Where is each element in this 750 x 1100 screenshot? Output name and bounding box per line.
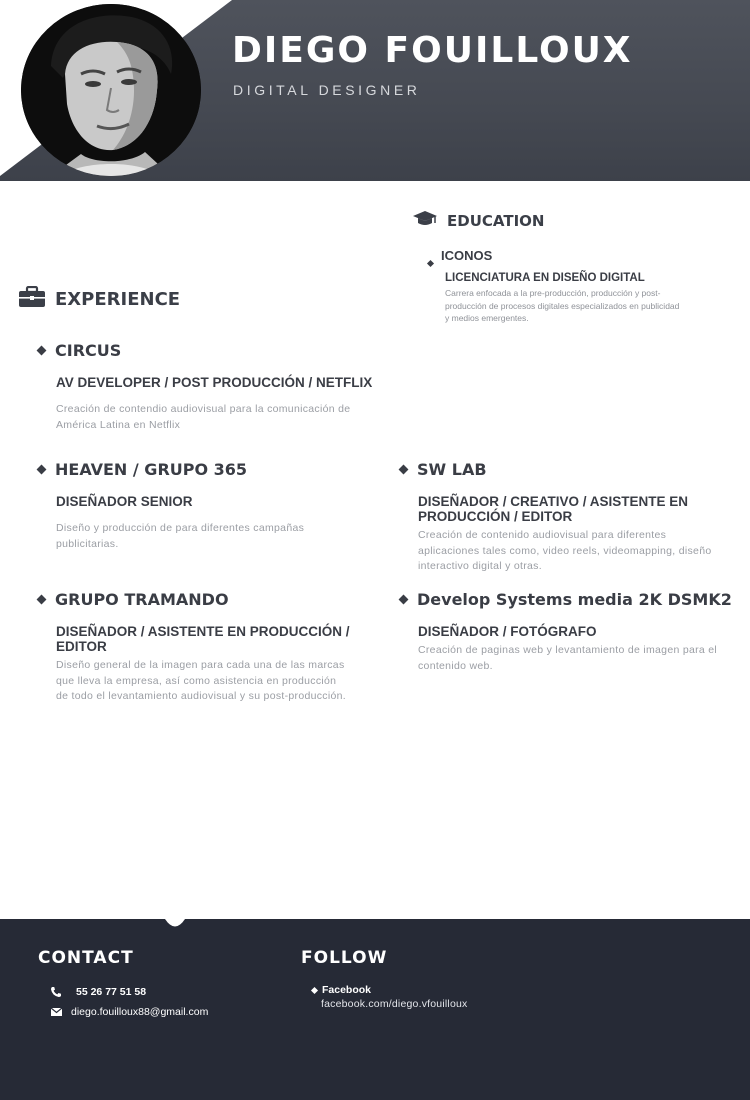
company-row	[38, 341, 378, 360]
experience-entry-dsmk2	[400, 590, 740, 674]
bullet-diamond-icon	[311, 986, 318, 993]
school-name: ICONOS	[441, 248, 493, 263]
company-name: HEAVEN / GRUPO 365	[55, 460, 248, 479]
education-title: EDUCATION	[447, 212, 545, 230]
job-description: Creación de paginas web y levantamiento de imagen para el contenido web.	[418, 644, 718, 672]
company-name: GRUPO TRAMANDO	[55, 590, 229, 609]
bullet-diamond-icon	[37, 465, 47, 475]
experience-entry-tramando	[38, 590, 368, 705]
email-address[interactable]: diego.fouilloux88@gmail.com	[71, 1006, 209, 1018]
bullet-diamond-icon	[37, 346, 47, 356]
company-row	[400, 590, 740, 609]
social-facebook	[312, 984, 467, 1010]
company-name: CIRCUS	[55, 341, 122, 360]
job-description: Creación de contenido audiovisual para diferentes aplicaciones tales como, video reels, videomapping, diseño interactivo digital y otras.	[418, 529, 712, 572]
contact-phone	[50, 986, 146, 998]
job-description: Diseño general de la imagen para cada una de las marcas que lleva la empresa, así como asistencia en producción de todo el levantamiento audiovisual y su post-producción.	[56, 659, 346, 702]
job-position: DISEÑADOR / ASISTENTE EN PRODUCCIÓN / EDITOR	[56, 624, 350, 654]
job-position: DISEÑADOR SENIOR	[56, 494, 193, 509]
contact-email	[50, 1006, 208, 1018]
contact-title: CONTACT	[38, 948, 134, 968]
education-entry	[428, 248, 728, 325]
school-row	[428, 248, 728, 266]
candidate-role: DIGITAL DESIGNER	[233, 82, 421, 98]
experience-entry-heaven	[38, 460, 358, 552]
company-row	[38, 590, 368, 609]
degree-description: Carrera enfocada a la pre-producción, producción y post-producción de procesos digitales especializados en publicidad y medios emergentes.	[445, 288, 680, 323]
graduation-cap-icon	[412, 210, 438, 232]
company-name: SW LAB	[417, 460, 487, 479]
job-position: AV DEVELOPER / POST PRODUCCIÓN / NETFLIX	[56, 375, 373, 390]
social-network-row	[312, 984, 467, 996]
experience-entry-circus	[38, 341, 378, 433]
job-description: Diseño y producción de para diferentes campañas publicitarias.	[56, 522, 305, 550]
candidate-name: DIEGO FOUILLOUX	[232, 30, 633, 71]
bullet-diamond-icon	[37, 595, 47, 605]
degree-title: LICENCIATURA EN DISEÑO DIGITAL	[445, 272, 645, 284]
experience-title: EXPERIENCE	[55, 289, 181, 310]
footer-notch	[164, 910, 186, 928]
company-row	[400, 460, 730, 479]
company-row	[38, 460, 358, 479]
job-description: Creación de contendio audiovisual para la comunicación de América Latina en Netflix	[56, 403, 351, 431]
profile-photo	[21, 4, 201, 176]
experience-heading	[18, 286, 180, 313]
phone-icon	[50, 986, 62, 998]
social-network-name: Facebook	[322, 984, 372, 996]
bullet-diamond-icon	[427, 260, 434, 267]
envelope-icon	[50, 1008, 62, 1016]
job-position: DISEÑADOR / FOTÓGRAFO	[418, 624, 597, 639]
follow-title: FOLLOW	[301, 948, 388, 968]
header-band	[0, 0, 750, 181]
phone-number[interactable]: 55 26 77 51 58	[76, 986, 147, 998]
bullet-diamond-icon	[399, 595, 409, 605]
bullet-diamond-icon	[399, 465, 409, 475]
company-name: Develop Systems media 2K DSMK2	[417, 590, 732, 609]
job-position: DISEÑADOR / CREATIVO / ASISTENTE EN PRODUCCIÓN / EDITOR	[418, 494, 689, 524]
social-url-link[interactable]: facebook.com/diego.vfouilloux	[321, 998, 468, 1010]
experience-entry-swlab	[400, 460, 730, 575]
education-heading	[412, 210, 544, 232]
briefcase-icon	[18, 286, 46, 313]
